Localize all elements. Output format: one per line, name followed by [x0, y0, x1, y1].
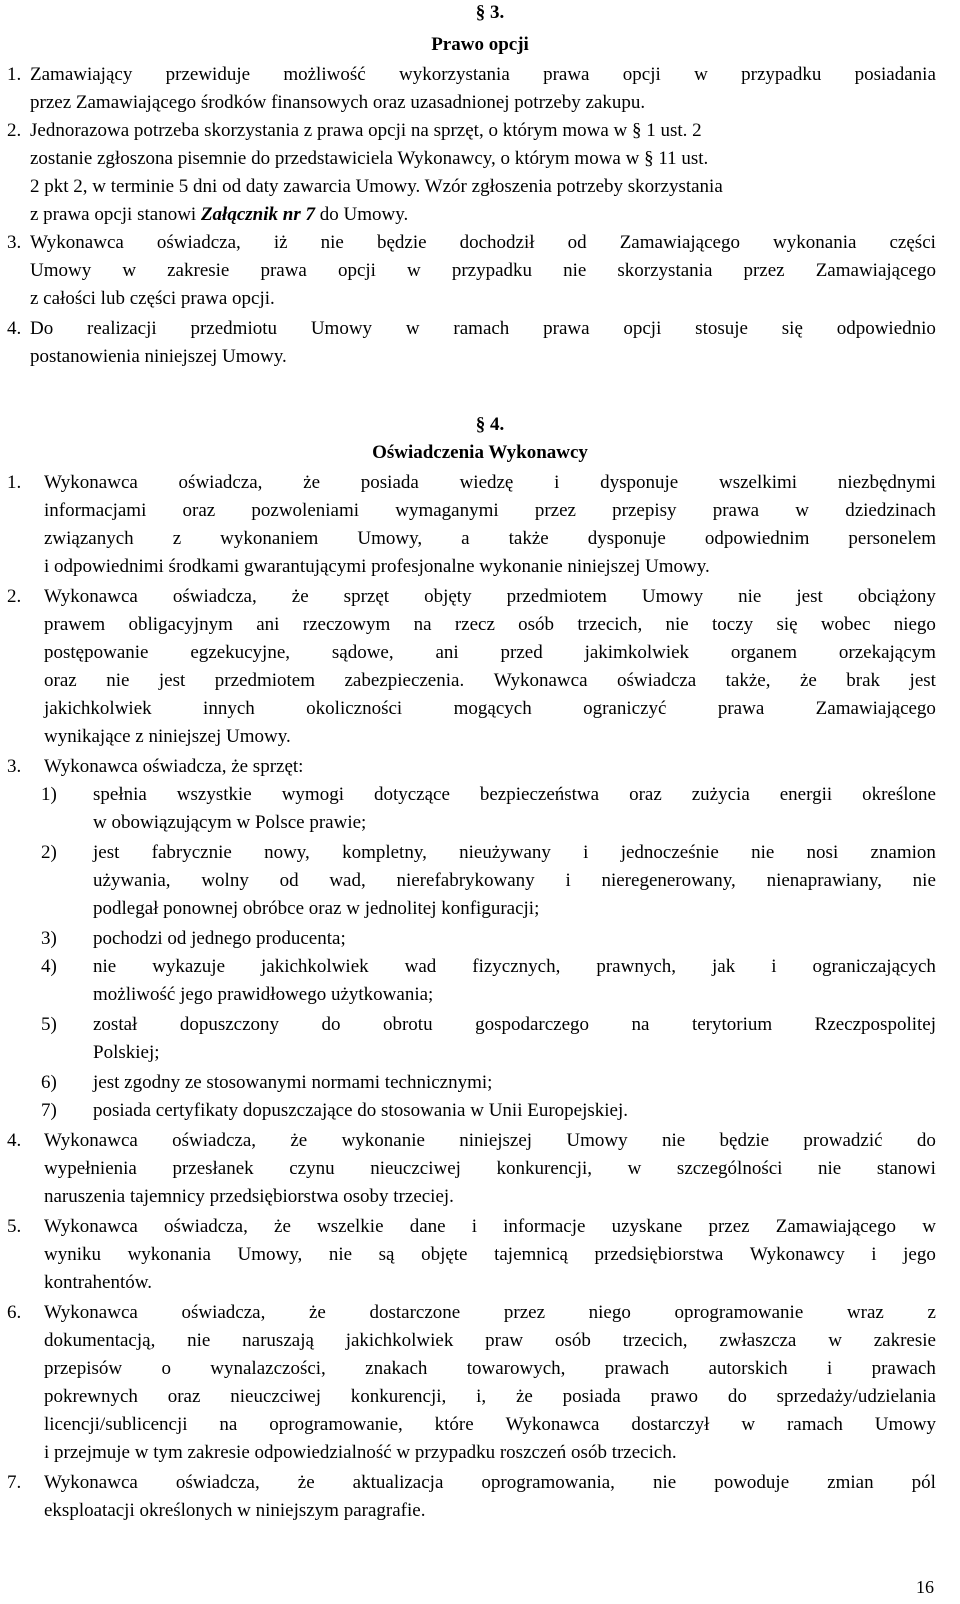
paragraph-number: § 4. — [475, 414, 505, 435]
text-line: postępowanie egzekucyjne, sądowe, ani przed jakimkolwiek organem orzekającym — [44, 642, 936, 663]
text-line: informacjami oraz pozwoleniami wymaganymi przez przepisy prawa w dziedzinach — [44, 500, 936, 521]
text-line: Jednorazowa potrzeba skorzystania z prawa opcji na sprzęt, o którym mowa w § 1 ust. 2 — [30, 120, 702, 141]
text-line: wynikające z niniejszej Umowy. — [44, 726, 291, 747]
text-line: Wykonawca oświadcza, że wykonanie niniejszej Umowy nie będzie prowadzić do — [44, 1130, 936, 1151]
subitem-number: 6) — [41, 1072, 57, 1093]
subitem-number: 1) — [41, 784, 57, 805]
text-line: Polskiej; — [93, 1042, 160, 1063]
text-line: Umowy w zakresie prawa opcji w przypadku nie skorzystania przez Zamawiającego — [30, 260, 936, 281]
item-number: 1. — [7, 64, 22, 85]
subitem-number: 4) — [41, 956, 57, 977]
section-title: Prawo opcji — [431, 34, 529, 55]
subitem-number: 7) — [41, 1100, 57, 1121]
text-line: posiada certyfikaty dopuszczające do stosowania w Unii Europejskiej. — [93, 1100, 628, 1121]
text-line: Wykonawca oświadcza, iż nie będzie dochodził od Zamawiającego wykonania części — [30, 232, 936, 253]
text-line: spełnia wszystkie wymogi dotyczące bezpieczeństwa oraz zużycia energii określone — [93, 784, 936, 805]
text-line: Wykonawca oświadcza, że wszelkie dane i informacje uzyskane przez Zamawiającego w — [44, 1216, 936, 1237]
text-line: został dopuszczony do obrotu gospodarczego na terytorium Rzeczpospolitej — [93, 1014, 936, 1035]
text-line: w obowiązującym w Polsce prawie; — [93, 812, 367, 833]
text-line: pokrewnych oraz nieuczciwej konkurencji, i, że posiada prawo do sprzedaży/udzielania — [44, 1386, 936, 1407]
item-number: 1. — [7, 472, 22, 493]
text-line: licencji/sublicencji na oprogramowanie, które Wykonawca dostarczył w ramach Umowy — [44, 1414, 936, 1435]
text-line: Zamawiający przewiduje możliwość wykorzystania prawa opcji w przypadku posiadania — [30, 64, 936, 85]
item-number: 3. — [7, 756, 22, 777]
text-line: Do realizacji przedmiotu Umowy w ramach prawa opcji stosuje się odpowiednio — [30, 318, 936, 339]
item-number: 2. — [7, 120, 22, 141]
item-number: 2. — [7, 586, 22, 607]
text-line: kontrahentów. — [44, 1272, 152, 1293]
text-line: pochodzi od jednego producenta; — [93, 928, 346, 949]
text-line: przez Zamawiającego środków finansowych oraz uzasadnionej potrzeby zakupu. — [30, 92, 646, 113]
text-line: naruszenia tajemnicy przedsiębiorstwa osoby trzeciej. — [44, 1186, 454, 1207]
item-number: 4. — [7, 318, 22, 339]
text-line: z całości lub części prawa opcji. — [30, 288, 275, 309]
text-line: i przejmuje w tym zakresie odpowiedzialność w przypadku roszczeń osób trzecich. — [44, 1442, 677, 1463]
section-title: Oświadczenia Wykonawcy — [372, 442, 588, 463]
text-line: prawem obligacyjnym ani rzeczowym na rzecz osób trzecich, nie toczy się wobec niego — [44, 614, 936, 635]
paragraph-number: § 3. — [475, 2, 505, 23]
text-line: Wykonawca oświadcza, że sprzęt objęty przedmiotem Umowy nie jest obciążony — [44, 586, 936, 607]
subitem-number: 2) — [41, 842, 57, 863]
text-line: postanowienia niniejszej Umowy. — [30, 346, 287, 367]
item-number: 5. — [7, 1216, 22, 1237]
item-number: 7. — [7, 1472, 22, 1493]
text-line: jest zgodny ze stosowanymi normami technicznymi; — [93, 1072, 493, 1093]
text-line: zostanie zgłoszona pisemnie do przedstawiciela Wykonawcy, o którym mowa w § 11 ust. — [30, 148, 709, 169]
text-line: 2 pkt 2, w terminie 5 dni od daty zawarcia Umowy. Wzór zgłoszenia potrzeby skorzystania — [30, 176, 723, 197]
text-line: jest fabrycznie nowy, kompletny, nieużywany i jednocześnie nie nosi znamion — [93, 842, 936, 863]
text-line: Wykonawca oświadcza, że dostarczone przez niego oprogramowanie wraz z — [44, 1302, 936, 1323]
text-line: używania, wolny od wad, nierefabrykowany i nieregenerowany, nienaprawiany, nie — [93, 870, 936, 891]
text-line: wypełnienia przesłanek czynu nieuczciwej konkurencji, w szczególności nie stanowi — [44, 1158, 936, 1179]
item-number: 6. — [7, 1302, 22, 1323]
item-number: 4. — [7, 1130, 22, 1151]
text-line: nie wykazuje jakichkolwiek wad fizycznych, prawnych, jak i ograniczających — [93, 956, 936, 977]
text-line: oraz nie jest przedmiotem zabezpieczenia. Wykonawca oświadcza także, że brak jest — [44, 670, 936, 691]
text-line: Wykonawca oświadcza, że aktualizacja oprogramowania, nie powoduje zmian pól — [44, 1472, 936, 1493]
item-number: 3. — [7, 232, 22, 253]
page-number: 16 — [916, 1577, 934, 1597]
text-line: z prawa opcji stanowi Załącznik nr 7 do Umowy. — [30, 204, 409, 225]
text-line: podlegał ponownej obróbce oraz w jednolitej konfiguracji; — [93, 898, 540, 919]
subitem-number: 3) — [41, 928, 57, 949]
text-line: i odpowiednimi środkami gwarantującymi profesjonalne wykonanie niniejszej Umowy. — [44, 556, 710, 577]
subitem-number: 5) — [41, 1014, 57, 1035]
text-line: Wykonawca oświadcza, że sprzęt: — [44, 756, 304, 777]
text-line: jakichkolwiek innych okoliczności mogących ograniczyć prawa Zamawiającego — [44, 698, 936, 719]
text-line: Wykonawca oświadcza, że posiada wiedzę i dysponuje wszelkimi niezbędnymi — [44, 472, 936, 493]
text-line: wyniku wykonania Umowy, nie są objęte tajemnicą przedsiębiorstwa Wykonawcy i jego — [44, 1244, 936, 1265]
text-line: możliwość jego prawidłowego użytkowania; — [93, 984, 434, 1005]
text-line: związanych z wykonaniem Umowy, a także dysponuje odpowiednim personelem — [44, 528, 936, 549]
text-line: dokumentacją, nie naruszają jakichkolwiek praw osób trzecich, zwłaszcza w zakresie — [44, 1330, 936, 1351]
text-line: eksploatacji określonych w niniejszym paragrafie. — [44, 1500, 426, 1521]
text-line: przepisów o wynalazczości, znakach towarowych, prawach autorskich i prawach — [44, 1358, 936, 1379]
